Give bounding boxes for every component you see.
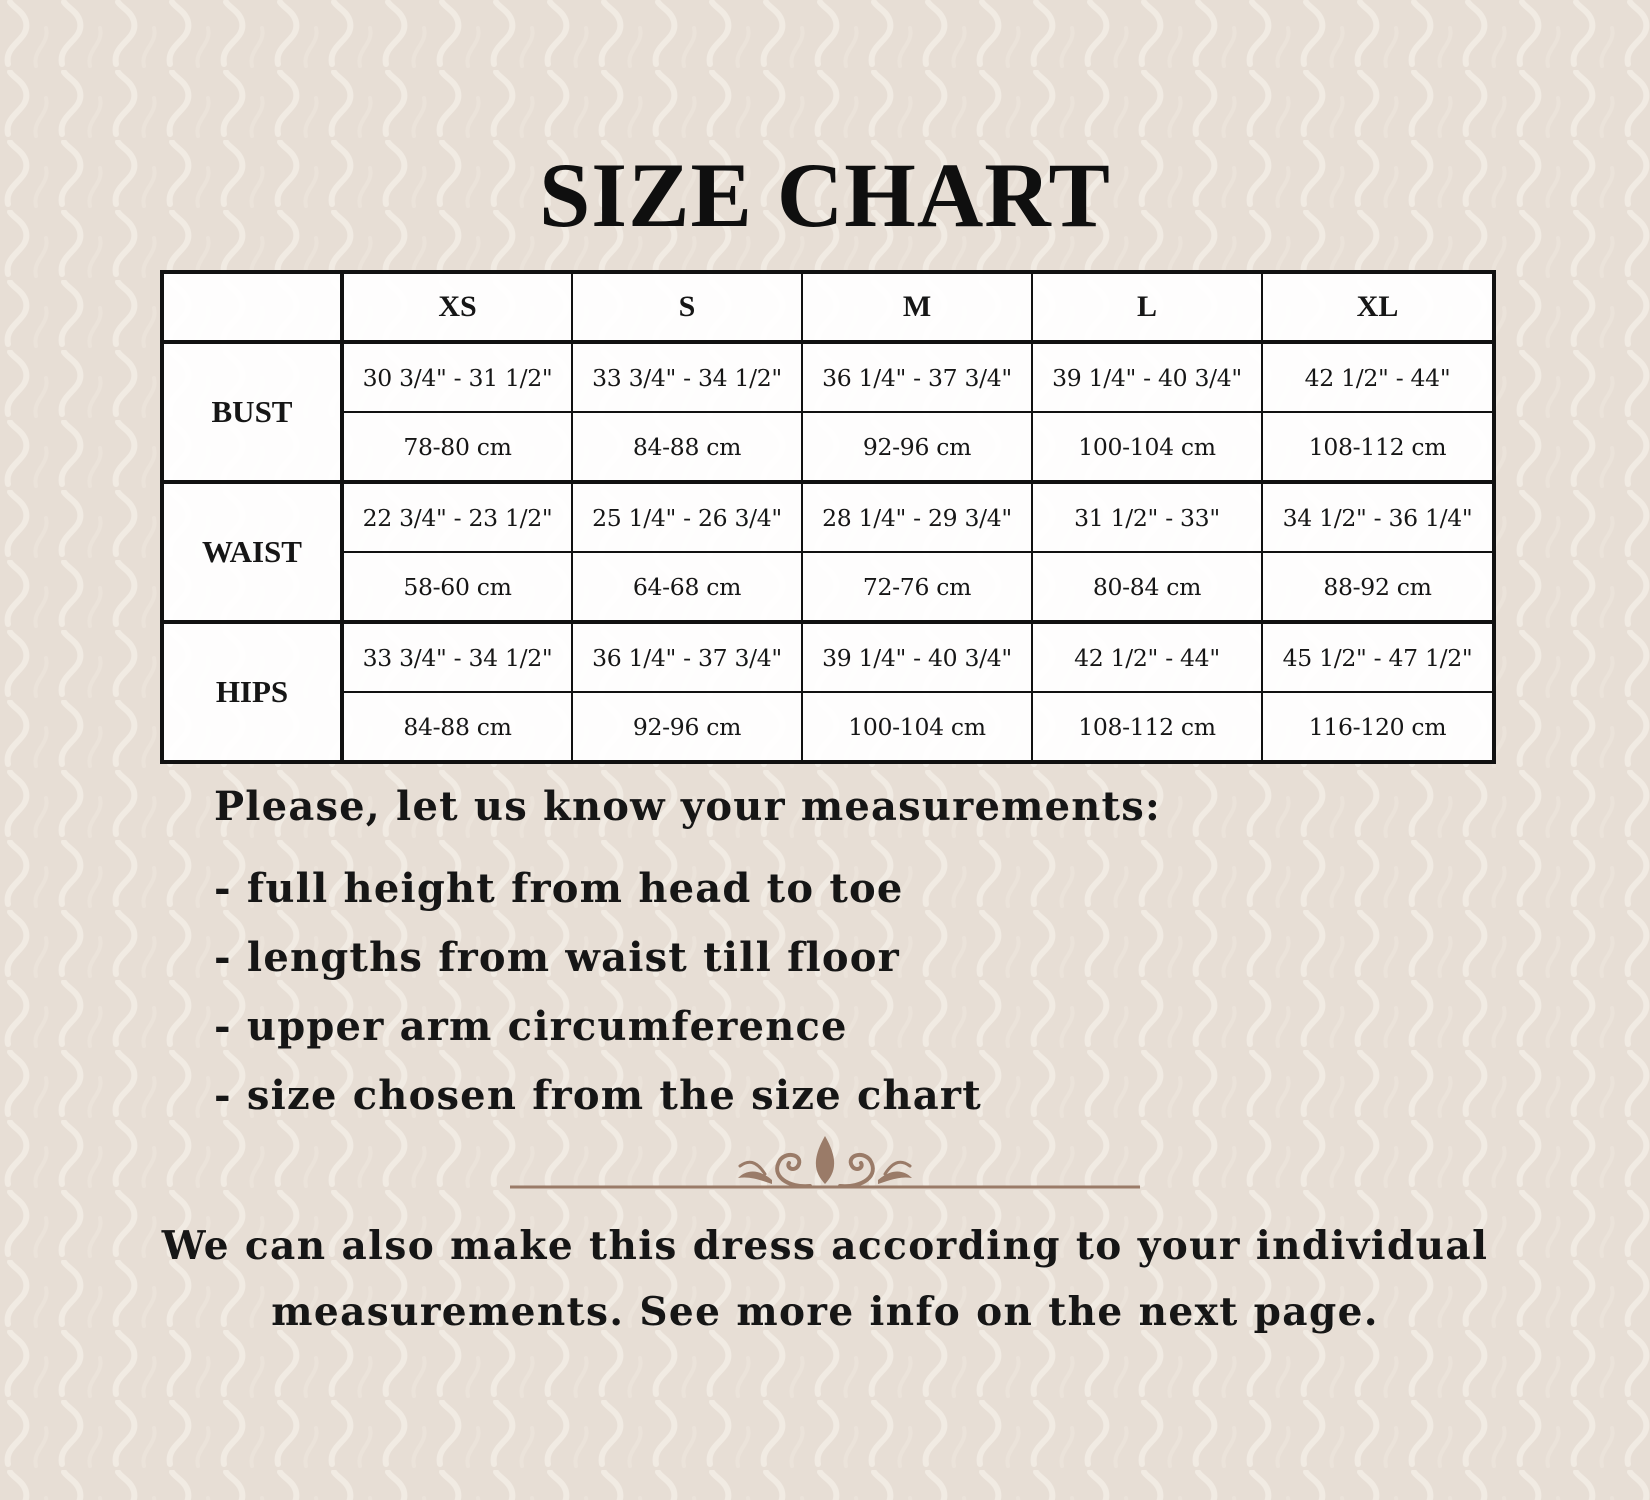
table-cell: 42 1/2" - 44": [1262, 342, 1494, 412]
table-row-bust-inches: [162, 342, 1494, 412]
table-header-row: [162, 272, 1494, 342]
table-cell: 39 1/4" - 40 3/4": [802, 622, 1032, 692]
measurements-list: [214, 854, 1414, 1130]
table-row-hips-cm: [162, 692, 1494, 762]
table-cell: 58-60 cm: [342, 552, 572, 622]
table-cell: 72-76 cm: [802, 552, 1032, 622]
table-cell: 92-96 cm: [802, 412, 1032, 482]
table-cell: 34 1/2" - 36 1/4": [1262, 482, 1494, 552]
table-cell: 92-96 cm: [572, 692, 802, 762]
table-cell: 108-112 cm: [1032, 692, 1262, 762]
measurement-item-waist-floor: - lengths from waist till floor: [214, 934, 900, 981]
table-cell: 80-84 cm: [1032, 552, 1262, 622]
size-header-xl: XL: [1262, 272, 1494, 342]
table-cell: 84-88 cm: [342, 692, 572, 762]
measurement-item-height: - full height from head to toe: [214, 865, 904, 912]
table-cell: 39 1/4" - 40 3/4": [1032, 342, 1262, 412]
table-cell: 116-120 cm: [1262, 692, 1494, 762]
table-cell: 31 1/2" - 33": [1032, 482, 1262, 552]
closing-line-2: measurements. See more info on the next page.: [271, 1289, 1379, 1335]
table-corner-cell: [162, 272, 342, 342]
table-row-waist-inches: [162, 482, 1494, 552]
measurement-item-size: - size chosen from the size chart: [214, 1072, 982, 1119]
size-header-l: L: [1032, 272, 1262, 342]
size-header-xs: XS: [342, 272, 572, 342]
row-label-waist: WAIST: [162, 482, 342, 622]
table-cell: 64-68 cm: [572, 552, 802, 622]
size-header-m: M: [802, 272, 1032, 342]
size-header-s: S: [572, 272, 802, 342]
table-cell: 36 1/4" - 37 3/4": [572, 622, 802, 692]
table-cell: 78-80 cm: [342, 412, 572, 482]
table-cell: 108-112 cm: [1262, 412, 1494, 482]
table-row-hips-inches: [162, 622, 1494, 692]
table-cell: 30 3/4" - 31 1/2": [342, 342, 572, 412]
measurements-heading: Please, let us know your measurements:: [214, 783, 1161, 830]
table-cell: 88-92 cm: [1262, 552, 1494, 622]
table-cell: 28 1/4" - 29 3/4": [802, 482, 1032, 552]
table-cell: 25 1/4" - 26 3/4": [572, 482, 802, 552]
table-row-bust-cm: [162, 412, 1494, 482]
measurement-item-upper-arm: - upper arm circumference: [214, 1003, 848, 1050]
table-cell: 33 3/4" - 34 1/2": [572, 342, 802, 412]
closing-note: [0, 1213, 1650, 1345]
table-cell: 100-104 cm: [1032, 412, 1262, 482]
table-cell: 36 1/4" - 37 3/4": [802, 342, 1032, 412]
table-cell: 42 1/2" - 44": [1032, 622, 1262, 692]
page-title: SIZE CHART: [539, 144, 1111, 246]
table-cell: 100-104 cm: [802, 692, 1032, 762]
table-cell: 33 3/4" - 34 1/2": [342, 622, 572, 692]
table-cell: 84-88 cm: [572, 412, 802, 482]
row-label-hips: HIPS: [162, 622, 342, 762]
table-cell: 45 1/2" - 47 1/2": [1262, 622, 1494, 692]
table-row-waist-cm: [162, 552, 1494, 622]
measurements-section: [214, 782, 1414, 1130]
table-cell: 22 3/4" - 23 1/2": [342, 482, 572, 552]
row-label-bust: BUST: [162, 342, 342, 482]
size-table: [160, 270, 1496, 764]
ornament-divider-icon: [510, 1130, 1140, 1200]
closing-line-1: We can also make this dress according to your individual: [161, 1223, 1489, 1269]
